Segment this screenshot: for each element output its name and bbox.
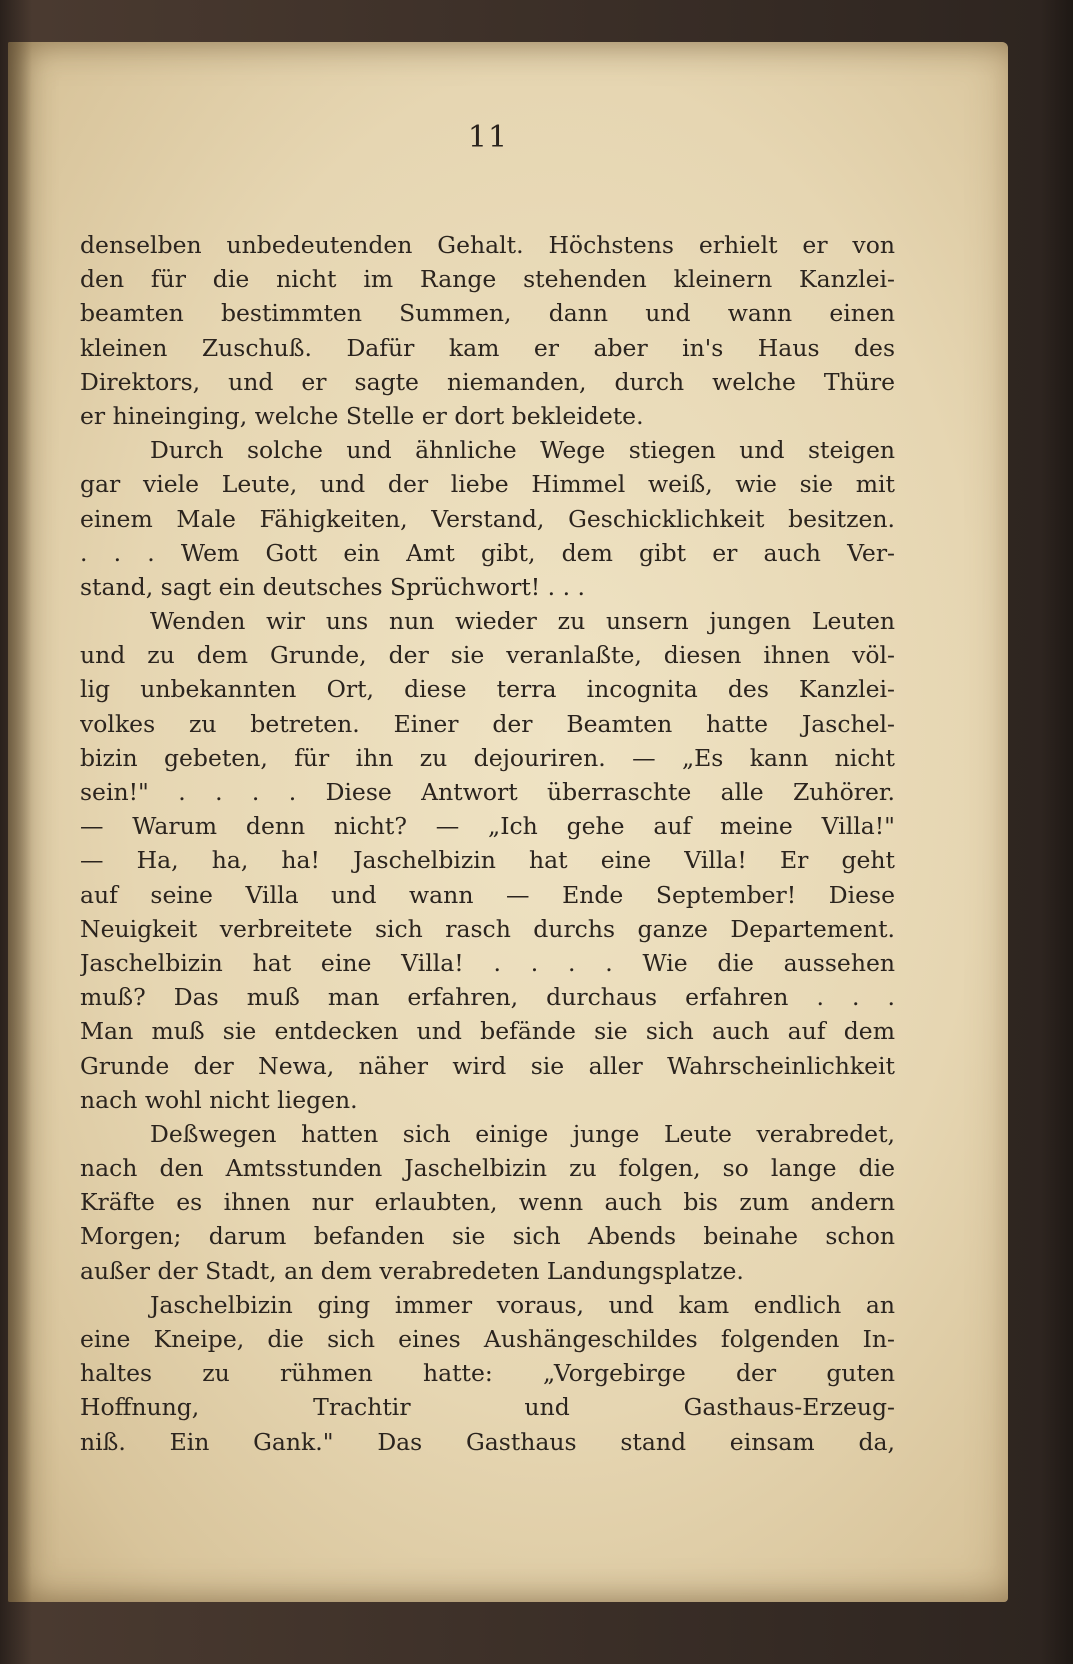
text-line: Morgen; darum befanden sie sich Abends beinahe schon — [80, 1222, 895, 1251]
text-line: denselben unbedeutenden Gehalt. Höchstens erhielt er von — [80, 231, 895, 259]
text-line: Deßwegen hatten sich einige junge Leute verabredet, — [150, 1119, 895, 1148]
text-line: haltes zu rühmen hatte: „Vorgebirge der guten — [80, 1359, 895, 1388]
text-line: nach den Amtsstunden Jaschelbizin zu folgen, so lange die — [80, 1154, 895, 1183]
text-line: Man muß sie entdecken und befände sie sich auch auf dem — [80, 1017, 895, 1046]
text-line: volkes zu betreten. Einer der Beamten hatte Jaschel- — [80, 709, 895, 738]
text-line: kleinen Zuschuß. Dafür kam er aber in's Haus des — [80, 333, 895, 362]
text-line: den für die nicht im Range stehenden kleinern Kanzlei- — [80, 265, 895, 294]
text-line: Durch solche und ähnliche Wege stiegen und steigen — [150, 436, 895, 465]
text-line: Hoffnung, Trachtir und Gasthaus-Erzeug- — [80, 1393, 895, 1422]
body-text — [80, 228, 895, 1459]
text-line: — Ha, ha, ha! Jaschelbizin hat eine Villa! Er geht — [80, 846, 895, 875]
text-line: — Warum denn nicht? — „Ich gehe auf meine Villa!" — [80, 812, 895, 841]
text-line: Neuigkeit verbreitete sich rasch durchs ganze Departement. — [80, 914, 895, 943]
text-line: Wenden wir uns nun wieder zu unsern jungen Leuten — [150, 607, 895, 636]
text-line: er hineinging, welche Stelle er dort bekleidete. — [80, 401, 644, 430]
text-line: beamten bestimmten Summen, dann und wann einen — [80, 299, 895, 328]
text-line: sein!" . . . . Diese Antwort überraschte alle Zuhörer. — [80, 778, 895, 806]
text-line: einem Male Fähigkeiten, Verstand, Geschicklichkeit besitzen. — [80, 504, 895, 533]
text-line: bizin gebeten, für ihn zu dejouriren. — „Es kann nicht — [80, 743, 895, 772]
text-line: gar viele Leute, und der liebe Himmel weiß, wie sie mit — [80, 470, 895, 499]
text-line: auf seine Villa und wann — Ende September! Diese — [80, 880, 895, 909]
text-line: Grunde der Newa, näher wird sie aller Wahrscheinlichkeit — [80, 1051, 895, 1080]
text-line: stand, sagt ein deutsches Sprüchwort! . . . — [80, 572, 586, 601]
text-line: . . . Wem Gott ein Amt gibt, dem gibt er auch Ver- — [80, 538, 895, 567]
text-line: muß? Das muß man erfahren, durchaus erfahren . . . — [80, 983, 895, 1012]
text-line: Direktors, und er sagte niemanden, durch welche Thüre — [80, 367, 895, 396]
book-page — [8, 42, 1008, 1602]
text-line: nach wohl nicht liegen. — [80, 1085, 358, 1114]
text-line: Jaschelbizin hat eine Villa! . . . . Wie die aussehen — [80, 948, 895, 977]
text-line: niß. Ein Gank." Das Gasthaus stand einsam da, — [80, 1427, 895, 1456]
text-line: außer der Stadt, an dem verabredeten Landungsplatze. — [80, 1256, 744, 1285]
text-line: Jaschelbizin ging immer voraus, und kam endlich an — [150, 1290, 895, 1319]
page-number: 11 — [467, 120, 509, 155]
text-line: eine Kneipe, die sich eines Aushängeschildes folgenden In- — [80, 1325, 895, 1353]
text-line: und zu dem Grunde, der sie veranlaßte, diesen ihnen völ- — [80, 641, 895, 670]
text-line: lig unbekannten Ort, diese terra incognita des Kanzlei- — [80, 675, 895, 704]
text-line: Kräfte es ihnen nur erlaubten, wenn auch bis zum andern — [80, 1188, 895, 1217]
